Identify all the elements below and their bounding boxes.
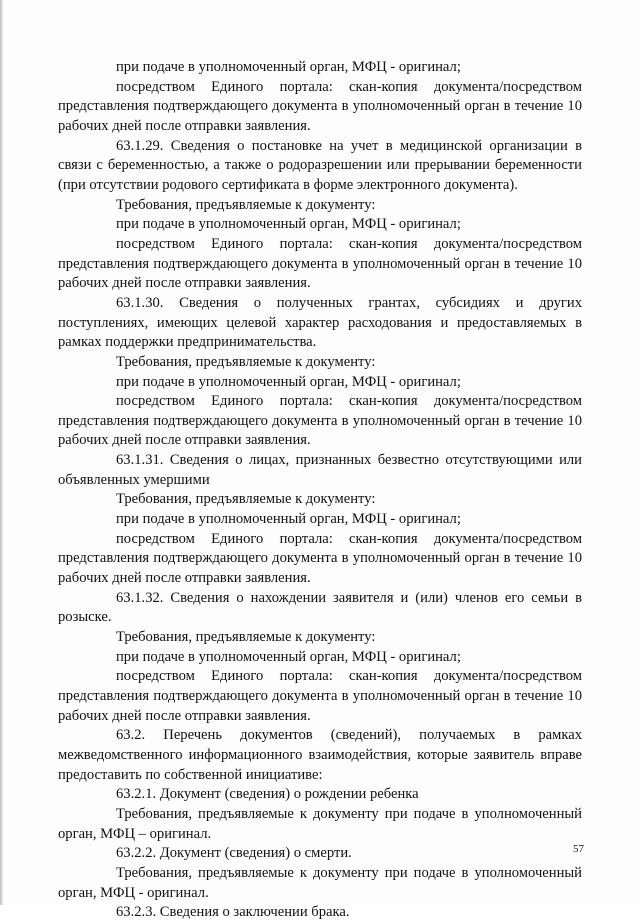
paragraph: 63.1.31. Сведения о лицах, признанных безвестно отсутствующими или объявленных умершими [58,452,582,488]
paragraph: 63.2. Перечень документов (сведений), получаемых в рамках межведомственного информационного взаимодействия, которые заявитель вправе предоставить по собственной инициативе: [58,727,582,783]
paragraph: 63.1.30. Сведения о полученных грантах, субсидиях и других поступлениях, имеющих целевой характер расходования и предоставляемых в рамках поддержки предпринимательства. [58,294,582,351]
paragraph: посредством Единого портала: скан-копия документа/посредством представления подтверждающего документа в уполномоченный орган в течение 10 рабочих дней после отправки заявления. [58,78,582,134]
page-number: 57 [573,843,584,855]
paragraph: Требования, предъявляемые к документу: [116,196,376,213]
paragraph: Требования, предъявляемые к документу при подаче в уполномоченный орган, МФЦ - оригинал. [58,864,582,901]
paragraph: 63.2.2. Документ (сведения) о смерти. [116,845,352,862]
paragraph: при подаче в уполномоченный орган, МФЦ - оригинал; [116,373,461,390]
paragraph: 63.2.1. Документ (сведения) о рождении ребенка [116,786,419,803]
paragraph: при подаче в уполномоченный орган, МФЦ - оригинал; [116,511,461,528]
paragraph: посредством Единого портала: скан-копия документа/посредством представления подтверждающего документа в уполномоченный орган в течение 10 рабочих дней после отправки заявления. [58,393,582,449]
paragraph: Требования, предъявляемые к документу: [116,629,376,646]
paragraph: 63.1.29. Сведения о постановке на учет в медицинской организации в связи с беременностью, а также о родоразрешении или прерывании беременности (при отсутствии родового сертификата в форме электронного документа). [58,137,582,193]
paragraph: при подаче в уполномоченный орган, МФЦ - оригинал; [116,59,461,75]
paragraph: при подаче в уполномоченный орган, МФЦ - оригинал; [116,216,461,233]
paragraph: 63.2.3. Сведения о заключении брака. [116,904,350,921]
paragraph: Требования, предъявляемые к документу при подаче в уполномоченный орган, МФЦ – оригинал. [58,805,582,842]
scan-edge-shadow [0,0,3,905]
paragraph: Требования, предъявляемые к документу: [116,491,376,508]
paragraph: посредством Единого портала: скан-копия документа/посредством представления подтверждающего документа в уполномоченный орган в течение 10 рабочих дней после отправки заявления. [58,668,582,724]
paragraph: 63.1.32. Сведения о нахождении заявителя и (или) членов его семьи в розыске. [58,589,582,626]
document-body [58,58,582,923]
paragraph: посредством Единого портала: скан-копия документа/посредством представления подтверждающего документа в уполномоченный орган в течение 10 рабочих дней после отправки заявления. [58,235,582,292]
paragraph: при подаче в уполномоченный орган, МФЦ - оригинал; [116,648,461,665]
paragraph: посредством Единого портала: скан-копия документа/посредством представления подтверждающего документа в уполномоченный орган в течение 10 рабочих дней после отправки заявления. [58,530,582,587]
paragraph: Требования, предъявляемые к документу: [116,353,376,370]
